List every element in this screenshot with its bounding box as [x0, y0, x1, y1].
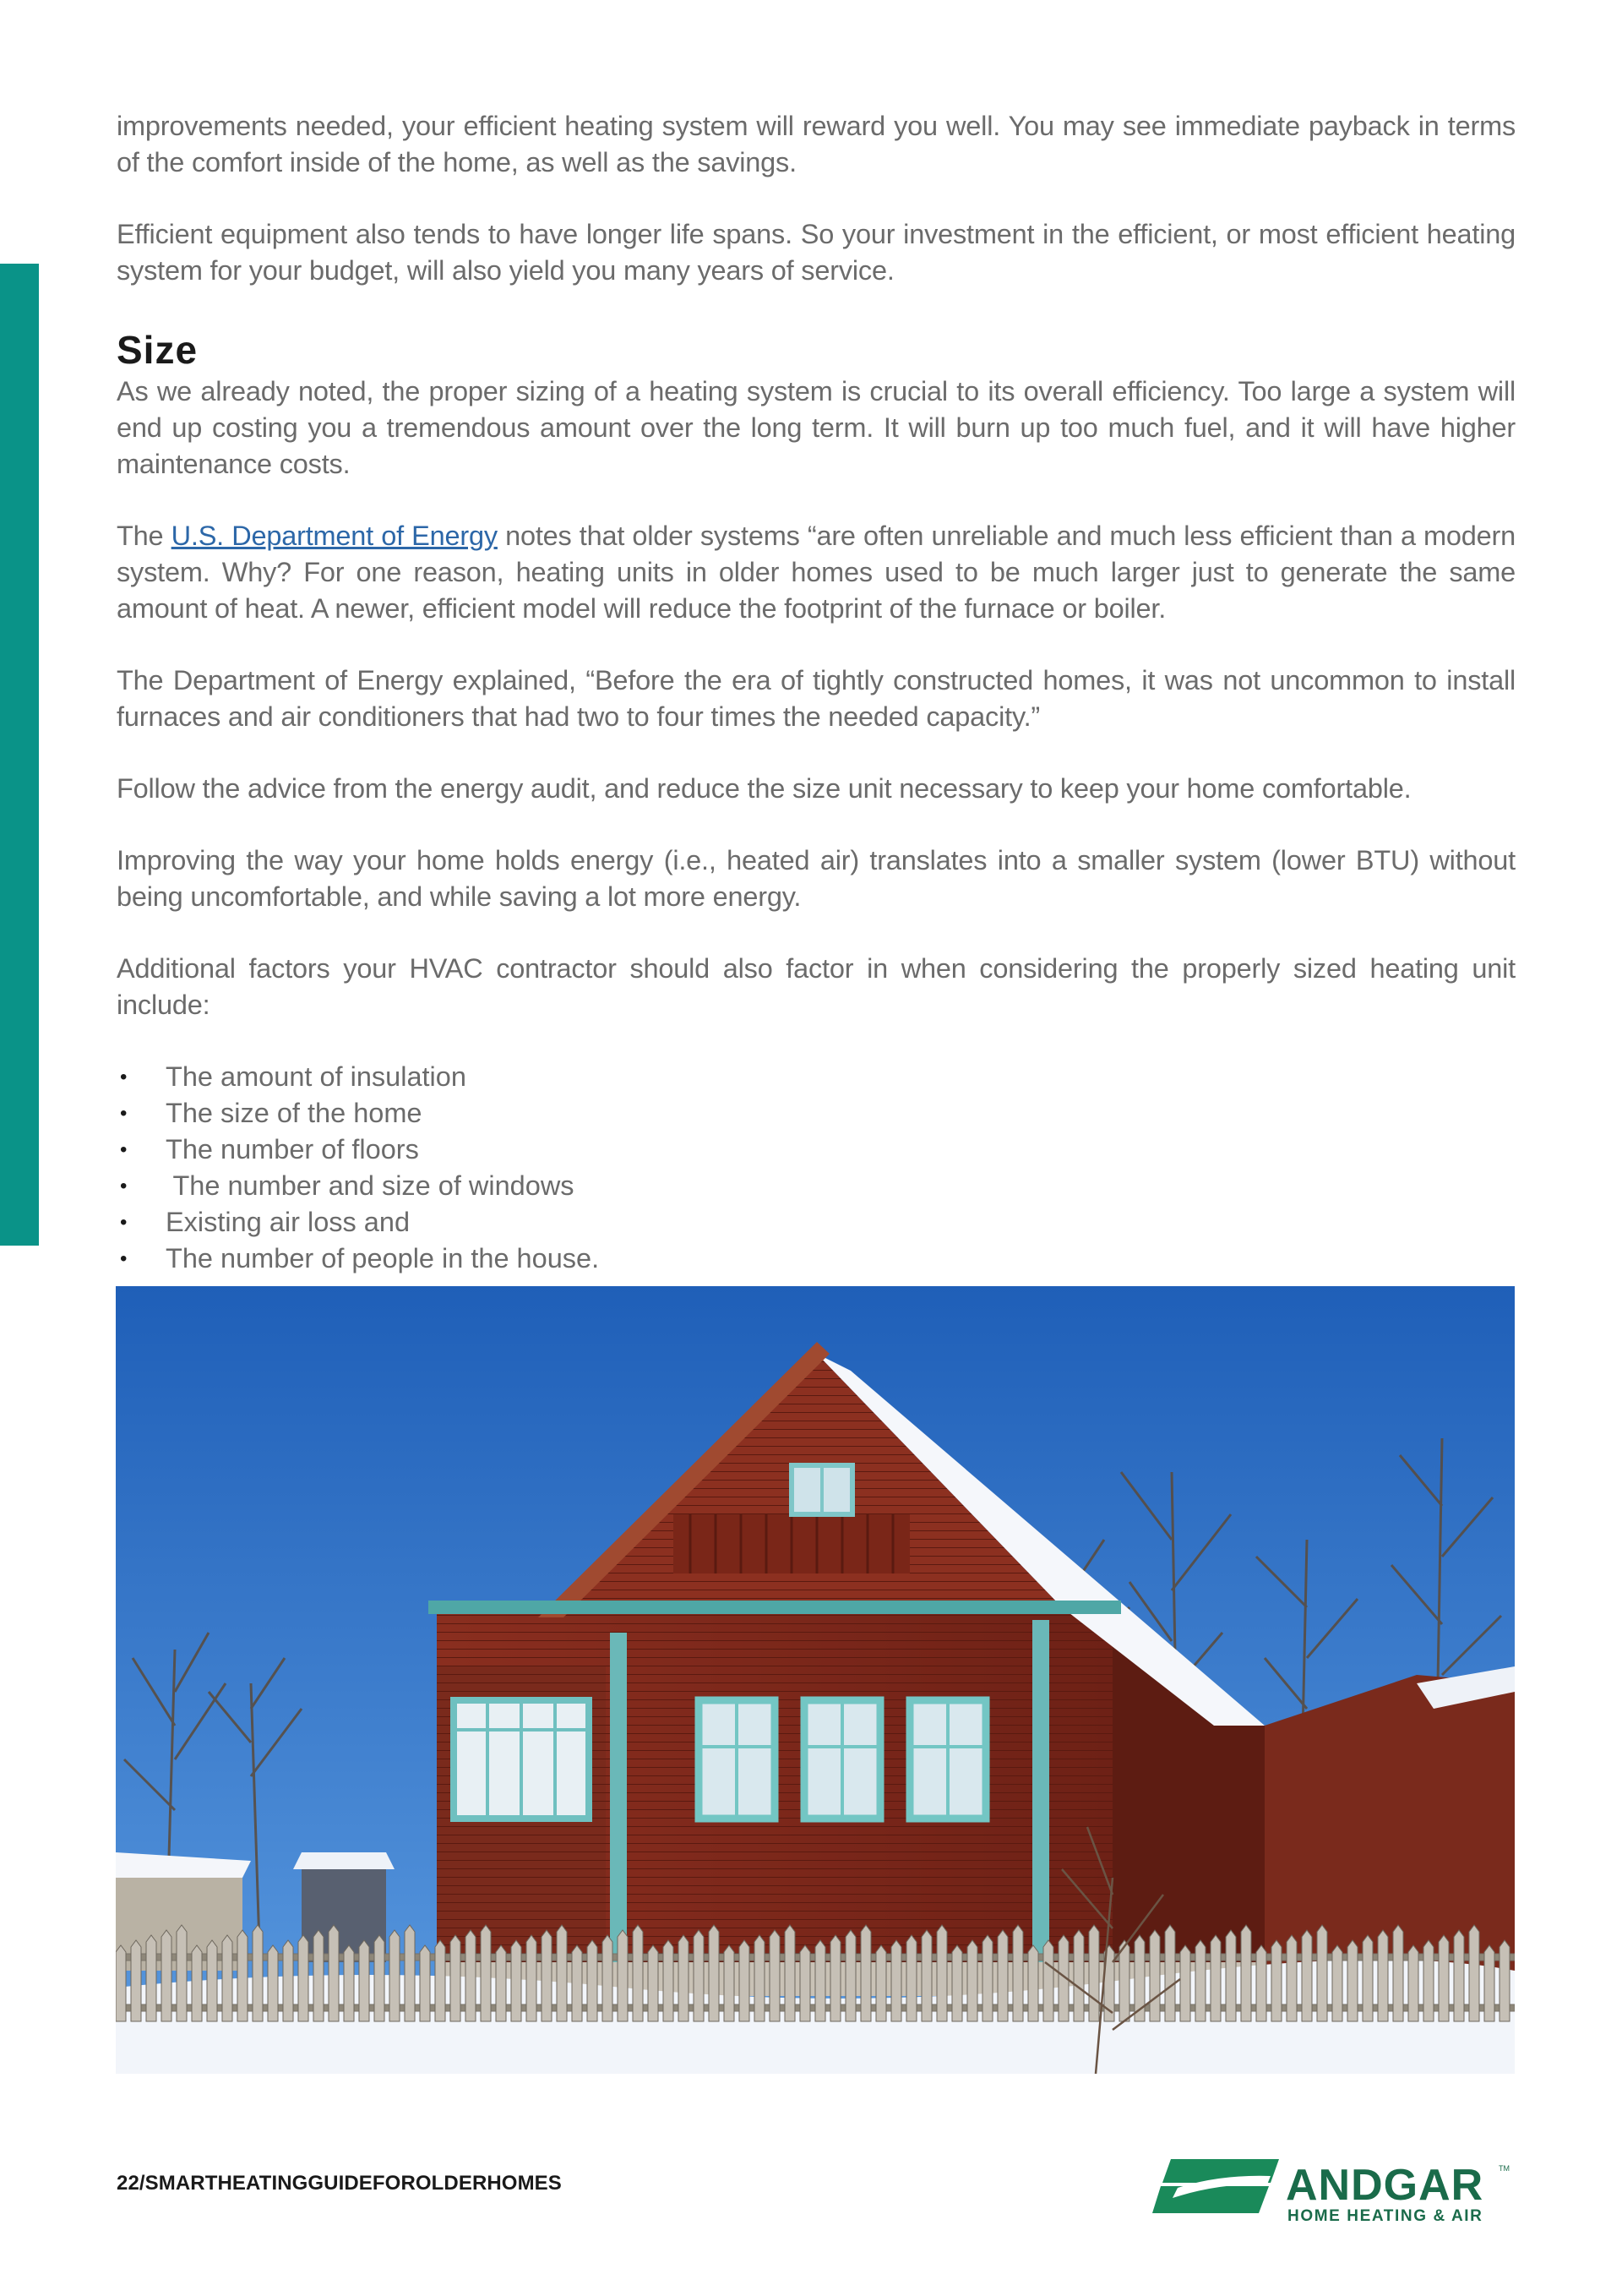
teal-side-bar [0, 264, 39, 1246]
list-item-text: The number and size of windows [166, 1170, 574, 1201]
bullet-icon: • [120, 1066, 128, 1088]
paragraph-intro-1: improvements needed, your efficient heating system will reward you well. You may see immediate payback in terms of the comfort inside of the home, as well as the savings. [117, 111, 1516, 177]
list-item [117, 1168, 1516, 1204]
doe-link[interactable]: U.S. Department of Energy [171, 521, 498, 551]
list-item-text: Existing air loss and [166, 1207, 411, 1237]
list-item-text: The number of floors [166, 1134, 419, 1164]
list-item [117, 1132, 1516, 1168]
list-item [117, 1095, 1516, 1132]
bullet-icon: • [120, 1175, 128, 1197]
factors-list [117, 1059, 1516, 1277]
list-item [117, 1204, 1516, 1241]
paragraph-size-2-suffix: notes that older systems “are often unreliable and much less efficient than a modern system. Why? For one reason, heating units in older homes used to be much larger just to generate the same amount of heat. A newer, efficient model will reduce the footprint of the furnace or boiler. [117, 521, 1516, 624]
list-item [117, 1241, 1516, 1277]
bullet-icon: • [120, 1211, 128, 1234]
andgar-logo-mark [1152, 2157, 1516, 2225]
paragraph-intro-2: Efficient equipment also tends to have longer life spans. So your investment in the efficient, or most efficient heating system for your budget, will also yield you many years of service. [117, 219, 1516, 286]
section-heading-size: Size [117, 328, 199, 372]
list-item [117, 1059, 1516, 1095]
bullet-icon: • [120, 1247, 128, 1270]
paragraph-size-1: As we already noted, the proper sizing of a heating system is crucial to its overall efficiency. Too large a system will end up costing you a tremendous amount over the long term. It will burn up too much fuel, and it will have higher maintenance costs. [117, 376, 1516, 479]
page-content [117, 108, 1516, 1277]
list-item-text: The number of people in the house. [166, 1243, 600, 1273]
andgar-logo [1152, 2157, 1516, 2225]
paragraph-size-5: Improving the way your home holds energy (i.e., heated air) translates into a smaller system (lower BTU) without being uncomfortable, and while saving a lot more energy. [117, 845, 1516, 912]
list-item-text: The amount of insulation [166, 1061, 466, 1092]
footer-page-label: 22/SMARTHEATINGGUIDEFOROLDERHOMES [117, 2172, 562, 2195]
house-photo [116, 1286, 1515, 2074]
paragraph-size-2-prefix: The [117, 521, 171, 551]
list-item-text: The size of the home [166, 1098, 422, 1128]
logo-tagline: HOME HEATING & AIR [1287, 2207, 1483, 2225]
logo-wordmark: ANDGAR [1286, 2161, 1484, 2210]
paragraph-size-2 [117, 518, 1516, 627]
paragraph-size-4: Follow the advice from the energy audit, and reduce the size unit necessary to keep your home comfortable. [117, 773, 1412, 804]
bullet-icon: • [120, 1102, 128, 1125]
logo-trademark: TM [1499, 2164, 1510, 2173]
house-illustration [116, 1286, 1515, 2074]
paragraph-size-3: The Department of Energy explained, “Before the era of tightly constructed homes, it was not uncommon to install furnaces and air conditioners that had two to four times the needed capacity.” [117, 665, 1516, 732]
paragraph-size-6: Additional factors your HVAC contractor should also factor in when considering the properly sized heating unit include: [117, 953, 1516, 1020]
bullet-icon: • [120, 1138, 128, 1161]
